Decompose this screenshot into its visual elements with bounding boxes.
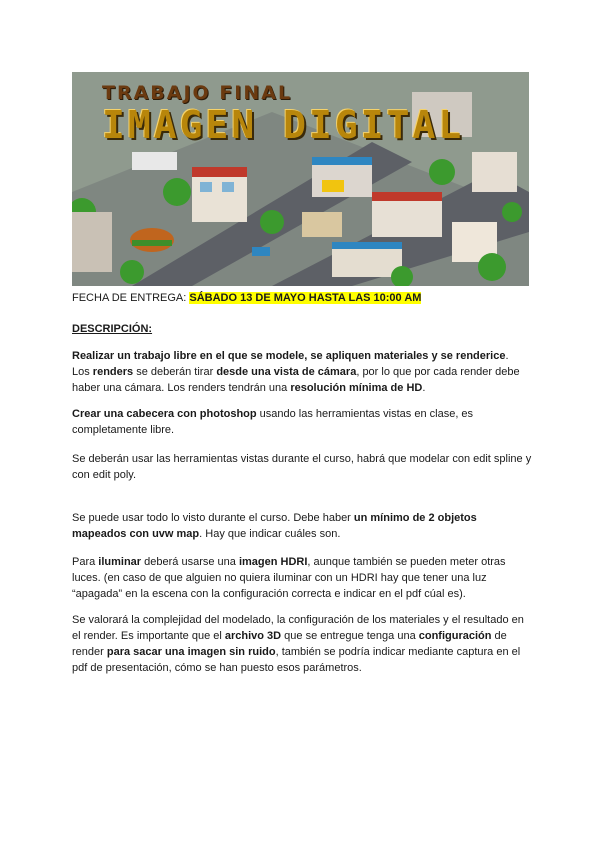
- paragraph-5: Para iluminar deberá usarse una imagen HDRI, aunque también se pueden meter otras luces. (en caso de que alguien no quiera iluminar con un HDRI hay que tener una luz “apagada” en la escena con la configuración correcta e indicar en el pdf cúal es).: [72, 556, 506, 600]
- description-heading: DESCRIPCIÓN:: [72, 323, 153, 335]
- delivery-date: SÁBADO 13 DE MAYO HASTA LAS 10:00 AM: [189, 292, 422, 304]
- delivery-line: [72, 290, 532, 306]
- paragraph-1: Realizar un trabajo libre en el que se modele, se apliquen materiales y se renderice. Los renders se deberán tirar desde una vista de cámara, por lo que por cada render debe haber una cámara. Los renders tendrán una resolución mínima de HD.: [72, 350, 520, 394]
- paragraph-4: Se puede usar todo lo visto durante el curso. Debe haber un mínimo de 2 objetos mapeados con uvw map. Hay que indicar cuáles son.: [72, 512, 477, 540]
- paragraph-6: Se valorará la complejidad del modelado, la configuración de los materiales y el resultado en el render. Es importante que el archivo 3D que se entregue tenga una configuración de render para sacar una imagen sin ruido, también se podría indicar mediante captura en el pdf de presentación, cómo se han puesto esos parámetros.: [72, 614, 524, 674]
- paragraph-2: Crear una cabecera con photoshop usando las herramientas vistas en clase, es completamente libre.: [72, 408, 474, 436]
- delivery-label: FECHA DE ENTREGA:: [72, 292, 190, 304]
- banner-title-small: TRABAJO FINAL: [102, 82, 293, 104]
- header-banner-image: [72, 72, 529, 286]
- paragraph-3: Se deberán usar las herramientas vistas durante el curso, habrá que modelar con edit spline y con edit poly.: [72, 453, 532, 481]
- banner-title-large: IMAGEN DIGITAL: [102, 103, 465, 147]
